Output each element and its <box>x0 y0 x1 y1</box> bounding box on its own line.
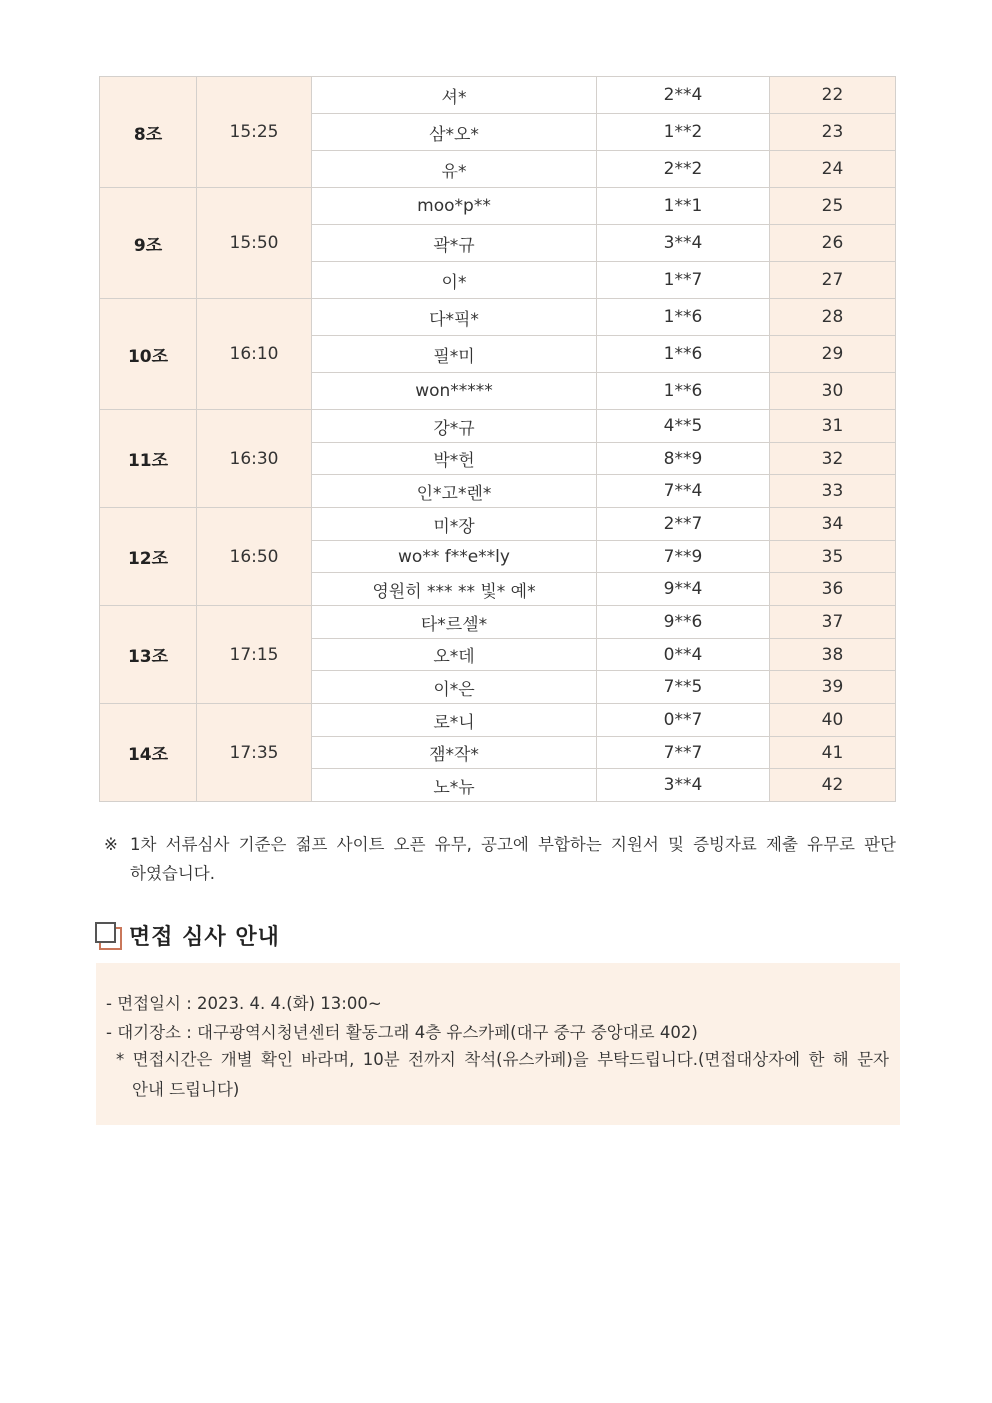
code-cell: 0**4 <box>597 639 770 671</box>
code-cell: 7**9 <box>597 541 770 573</box>
code-cell: 1**7 <box>597 262 770 299</box>
code-cell: 8**9 <box>597 443 770 475</box>
number-cell: 29 <box>770 336 896 373</box>
name-cell: 영원히 *** ** 빛* 예* <box>312 573 597 606</box>
number-cell: 33 <box>770 475 896 508</box>
notice-line-2: 안내 드립니다) <box>132 1080 240 1099</box>
code-cell: 3**4 <box>597 225 770 262</box>
code-cell: 2**4 <box>597 77 770 114</box>
code-cell: 2**7 <box>597 508 770 541</box>
name-cell: 유* <box>312 151 597 188</box>
name-cell: 미*장 <box>312 508 597 541</box>
code-cell: 4**5 <box>597 410 770 443</box>
name-cell: wo** f**e**ly <box>312 541 597 573</box>
interview-info-box <box>96 963 900 1125</box>
number-cell: 42 <box>770 769 896 802</box>
number-cell: 32 <box>770 443 896 475</box>
code-cell: 9**4 <box>597 573 770 606</box>
name-cell: 다*픽* <box>312 299 597 336</box>
number-cell: 22 <box>770 77 896 114</box>
code-cell: 9**6 <box>597 606 770 639</box>
group-cell: 13조 <box>100 606 197 704</box>
table-row <box>100 410 896 443</box>
note-line-1: 1차 서류심사 기준은 젊프 사이트 오픈 유무, 공고에 부합하는 지원서 및 증빙자료 제출 유무로 판단 <box>130 835 896 854</box>
code-cell: 1**1 <box>597 188 770 225</box>
number-cell: 37 <box>770 606 896 639</box>
group-cell: 8조 <box>100 77 197 188</box>
note-line-2: 하였습니다. <box>130 864 215 883</box>
group-cell: 9조 <box>100 188 197 299</box>
number-cell: 23 <box>770 114 896 151</box>
section-title: 면접 심사 안내 <box>129 924 280 950</box>
section-heading <box>95 918 280 952</box>
time-cell: 16:30 <box>197 410 312 508</box>
number-cell: 40 <box>770 704 896 737</box>
number-cell: 24 <box>770 151 896 188</box>
name-cell: 이* <box>312 262 597 299</box>
table-row <box>100 299 896 336</box>
group-cell: 14조 <box>100 704 197 802</box>
number-cell: 35 <box>770 541 896 573</box>
time-cell: 16:10 <box>197 299 312 410</box>
number-cell: 30 <box>770 373 896 410</box>
waiting-place: - 대기장소 : 대구광역시청년센터 활동그래 4층 유스카페(대구 중구 중앙대로 402) <box>106 1023 698 1042</box>
code-cell: 2**2 <box>597 151 770 188</box>
code-cell: 3**4 <box>597 769 770 802</box>
name-cell: 박*헌 <box>312 443 597 475</box>
number-cell: 31 <box>770 410 896 443</box>
code-cell: 7**5 <box>597 671 770 704</box>
code-cell: 0**7 <box>597 704 770 737</box>
stacked-squares-icon <box>95 922 121 948</box>
name-cell: won***** <box>312 373 597 410</box>
code-cell: 1**6 <box>597 299 770 336</box>
name-cell: 오*데 <box>312 639 597 671</box>
code-cell: 1**2 <box>597 114 770 151</box>
time-cell: 15:50 <box>197 188 312 299</box>
number-cell: 25 <box>770 188 896 225</box>
number-cell: 38 <box>770 639 896 671</box>
reference-mark: ※ <box>104 835 118 854</box>
table-row <box>100 77 896 114</box>
number-cell: 39 <box>770 671 896 704</box>
name-cell: 셔* <box>312 77 597 114</box>
time-cell: 15:25 <box>197 77 312 188</box>
name-cell: 타*르셀* <box>312 606 597 639</box>
name-cell: 강*규 <box>312 410 597 443</box>
name-cell: 로*니 <box>312 704 597 737</box>
number-cell: 27 <box>770 262 896 299</box>
name-cell: 삼*오* <box>312 114 597 151</box>
name-cell: 곽*규 <box>312 225 597 262</box>
time-cell: 17:15 <box>197 606 312 704</box>
code-cell: 1**6 <box>597 373 770 410</box>
name-cell: moo*p** <box>312 188 597 225</box>
table-row <box>100 606 896 639</box>
group-cell: 11조 <box>100 410 197 508</box>
table-row <box>100 188 896 225</box>
number-cell: 36 <box>770 573 896 606</box>
name-cell: 잼*작* <box>312 737 597 769</box>
table-row <box>100 704 896 737</box>
group-cell: 10조 <box>100 299 197 410</box>
interview-date: - 면접일시 : 2023. 4. 4.(화) 13:00~ <box>106 994 382 1013</box>
name-cell: 노*뉴 <box>312 769 597 802</box>
table-row <box>100 508 896 541</box>
group-cell: 12조 <box>100 508 197 606</box>
time-cell: 16:50 <box>197 508 312 606</box>
name-cell: 이*은 <box>312 671 597 704</box>
number-cell: 28 <box>770 299 896 336</box>
notice-line-1: * 면접시간은 개별 확인 바라며, 10분 전까지 착석(유스카페)을 부탁드립니다.(면접대상자에 한 해 문자 <box>116 1050 889 1069</box>
time-cell: 17:35 <box>197 704 312 802</box>
code-cell: 7**7 <box>597 737 770 769</box>
name-cell: 인*고*렌* <box>312 475 597 508</box>
number-cell: 41 <box>770 737 896 769</box>
code-cell: 7**4 <box>597 475 770 508</box>
code-cell: 1**6 <box>597 336 770 373</box>
name-cell: 필*미 <box>312 336 597 373</box>
interview-schedule-table <box>99 76 896 802</box>
number-cell: 34 <box>770 508 896 541</box>
interview-notice <box>116 1045 889 1105</box>
number-cell: 26 <box>770 225 896 262</box>
